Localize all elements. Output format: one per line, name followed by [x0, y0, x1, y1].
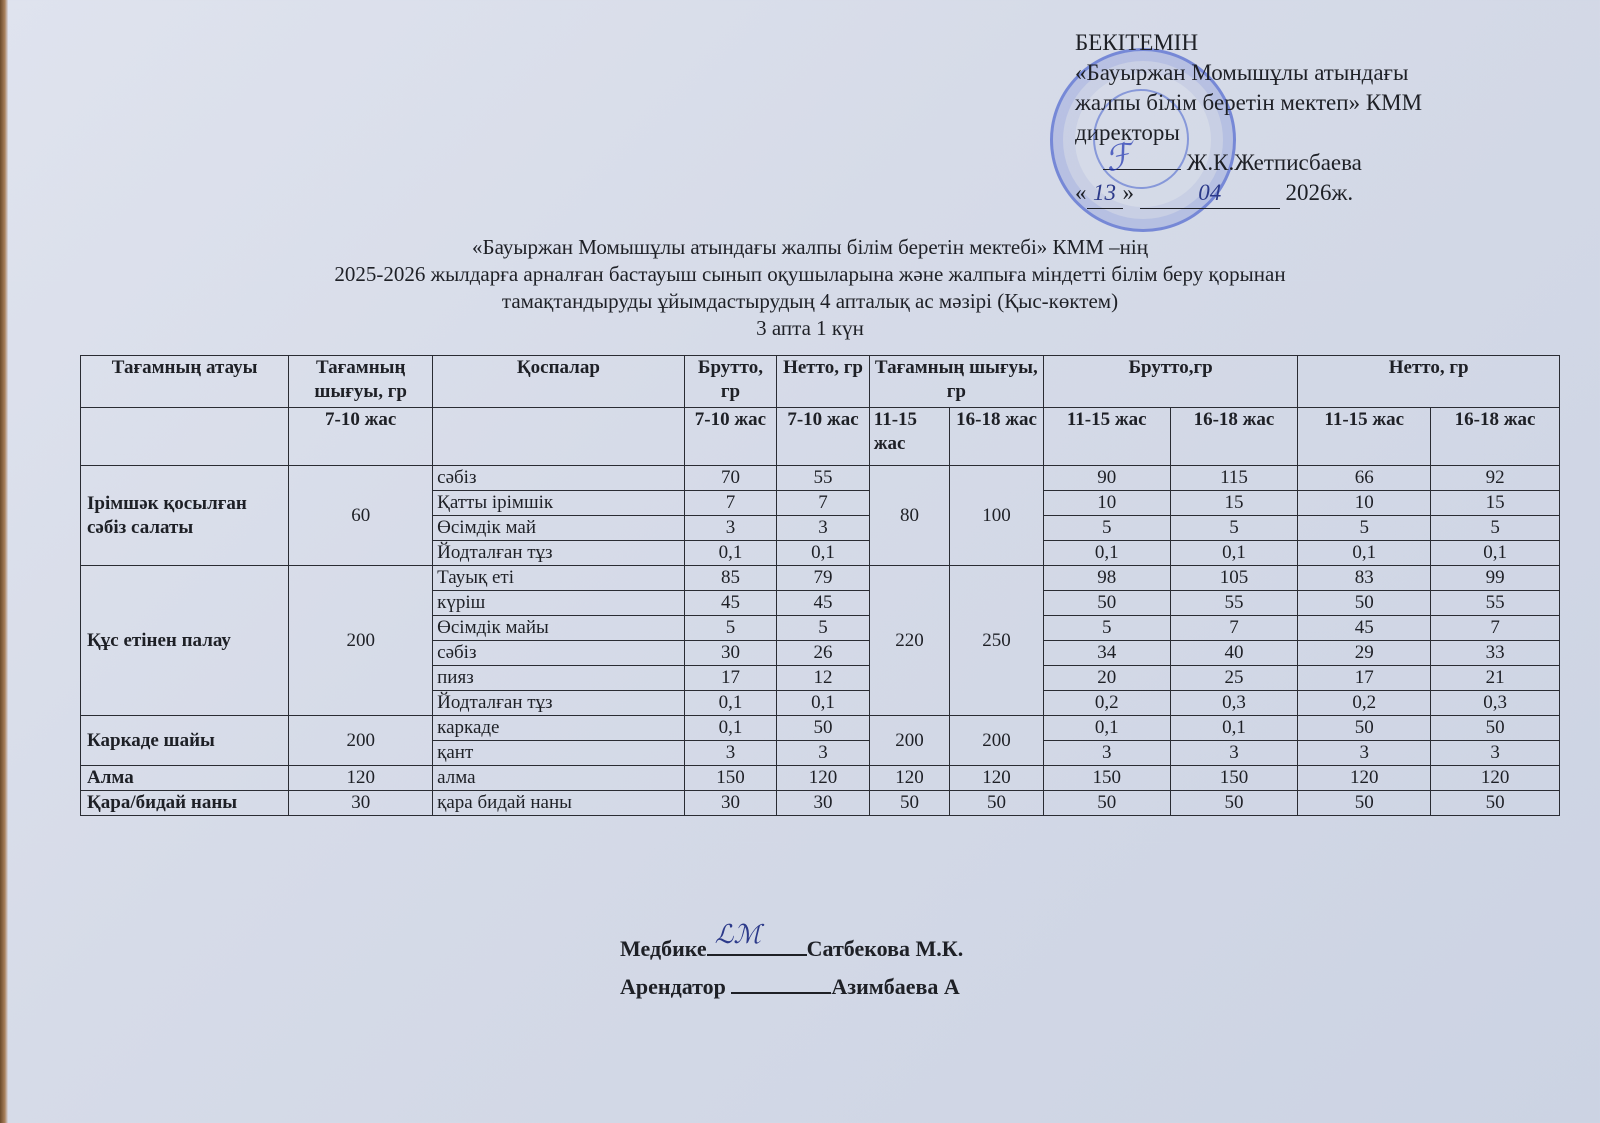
dish-yield-16-18: 200: [950, 716, 1044, 766]
cell-brutto-7-10: 30: [684, 641, 777, 666]
cell-netto-11-15: 50: [1298, 591, 1431, 616]
cell-netto-16-18: 0,3: [1431, 691, 1560, 716]
cell-netto-11-15: 17: [1298, 666, 1431, 691]
cell-brutto-11-15: 0,1: [1043, 541, 1170, 566]
dish-yield-16-18: 100: [950, 466, 1044, 566]
ingredient-name: каркаде: [433, 716, 685, 741]
cell-netto-11-15: 66: [1298, 466, 1431, 491]
cell-brutto-11-15: 150: [1043, 766, 1170, 791]
ingredient-name: сәбіз: [433, 466, 685, 491]
cell-netto-16-18: 33: [1431, 641, 1560, 666]
cell-netto-7-10: 12: [777, 666, 870, 691]
cell-brutto-7-10: 7: [684, 491, 777, 516]
subheader-yield-age-16-18: 16-18 жас: [950, 408, 1044, 466]
cell-brutto-7-10: 0,1: [684, 716, 777, 741]
ingredient-name: күріш: [433, 591, 685, 616]
header-brutto-older: Брутто,гр: [1043, 356, 1298, 408]
approval-line-2: жалпы білім беретін мектеп» КММ: [1075, 90, 1423, 115]
cell-brutto-16-18: 40: [1170, 641, 1298, 666]
cell-netto-7-10: 30: [777, 791, 870, 816]
tenant-signature: [731, 970, 831, 994]
title-line-2: 2025-2026 жылдарға арналған бастауыш сынып оқушыларына және жалпыға міндетті білім беру қорынан: [334, 262, 1286, 286]
cell-netto-11-15: 0,2: [1298, 691, 1431, 716]
subheader-netto-age-7-10: 7-10 жас: [777, 408, 870, 466]
cell-netto-11-15: 50: [1298, 791, 1431, 816]
table-row: [81, 716, 1560, 741]
cell-brutto-16-18: 115: [1170, 466, 1298, 491]
dish-name: Каркаде шайы: [81, 716, 289, 766]
dish-name: Алма: [81, 766, 289, 791]
cell-brutto-11-15: 0,2: [1043, 691, 1170, 716]
cell-brutto-16-18: 5: [1170, 516, 1298, 541]
cell-brutto-7-10: 70: [684, 466, 777, 491]
tenant-label: Арендатор: [620, 974, 726, 999]
cell-netto-16-18: 55: [1431, 591, 1560, 616]
subheader-netto-age-11-15: 11-15 жас: [1298, 408, 1431, 466]
cell-brutto-11-15: 3: [1043, 741, 1170, 766]
cell-netto-7-10: 3: [777, 741, 870, 766]
cell-brutto-16-18: 7: [1170, 616, 1298, 641]
cell-netto-16-18: 99: [1431, 566, 1560, 591]
dish-name: Қара/бидай наны: [81, 791, 289, 816]
cell-netto-7-10: 26: [777, 641, 870, 666]
header-ingredients: Қоспалар: [433, 356, 685, 408]
cell-netto-7-10: 0,1: [777, 541, 870, 566]
cell-brutto-16-18: 25: [1170, 666, 1298, 691]
ingredient-name: қант: [433, 741, 685, 766]
cell-brutto-11-15: 98: [1043, 566, 1170, 591]
dish-name: Ірімшәк қосылған сәбіз салаты: [81, 466, 289, 566]
table-row: [81, 566, 1560, 591]
dish-yield-16-18: 120: [950, 766, 1044, 791]
cell-brutto-7-10: 3: [684, 741, 777, 766]
cell-brutto-11-15: 0,1: [1043, 716, 1170, 741]
ingredient-name: алма: [433, 766, 685, 791]
table-row: [81, 466, 1560, 491]
cell-brutto-7-10: 3: [684, 516, 777, 541]
cell-netto-7-10: 45: [777, 591, 870, 616]
dish-yield-16-18: 50: [950, 791, 1044, 816]
cell-brutto-11-15: 34: [1043, 641, 1170, 666]
cell-netto-16-18: 15: [1431, 491, 1560, 516]
cell-brutto-7-10: 0,1: [684, 541, 777, 566]
dish-yield-11-15: 220: [869, 566, 949, 716]
cell-netto-16-18: 5: [1431, 516, 1560, 541]
cell-brutto-7-10: 85: [684, 566, 777, 591]
cell-brutto-11-15: 5: [1043, 516, 1170, 541]
ingredient-name: Йодталған тұз: [433, 541, 685, 566]
cell-brutto-16-18: 55: [1170, 591, 1298, 616]
header-dish-name: Тағамның атауы: [81, 356, 289, 408]
cell-brutto-11-15: 5: [1043, 616, 1170, 641]
header-yield-7-10: Тағамның шығуы, гр: [289, 356, 433, 408]
table-row: [81, 791, 1560, 816]
cell-netto-11-15: 29: [1298, 641, 1431, 666]
cell-brutto-11-15: 50: [1043, 591, 1170, 616]
ingredient-name: Тауық еті: [433, 566, 685, 591]
cell-brutto-16-18: 50: [1170, 791, 1298, 816]
subheader-brutto-age-16-18: 16-18 жас: [1170, 408, 1298, 466]
dish-yield-11-15: 200: [869, 716, 949, 766]
cell-netto-16-18: 7: [1431, 616, 1560, 641]
cell-netto-11-15: 5: [1298, 516, 1431, 541]
header-brutto: Брутто, гр: [684, 356, 777, 408]
ingredient-name: Қатты ірімшік: [433, 491, 685, 516]
subheader-brutto-age-7-10: 7-10 жас: [684, 408, 777, 466]
dish-yield-7-10: 30: [289, 791, 433, 816]
nurse-label: Медбике: [620, 936, 707, 961]
cell-netto-7-10: 55: [777, 466, 870, 491]
tenant-name: Азимбаева А: [831, 974, 960, 999]
approval-line-3: директоры: [1075, 120, 1180, 145]
cell-brutto-11-15: 50: [1043, 791, 1170, 816]
cell-netto-16-18: 92: [1431, 466, 1560, 491]
tenant-signature-line: [620, 968, 963, 1006]
ingredient-name: Өсімдік май: [433, 516, 685, 541]
cell-brutto-7-10: 150: [684, 766, 777, 791]
dish-yield-11-15: 80: [869, 466, 949, 566]
approval-date: « 13 » 04 2026ж.: [1075, 178, 1595, 209]
nurse-name: Сатбекова М.К.: [806, 936, 964, 961]
cell-netto-11-15: 10: [1298, 491, 1431, 516]
cell-brutto-16-18: 105: [1170, 566, 1298, 591]
cell-brutto-11-15: 10: [1043, 491, 1170, 516]
cell-netto-16-18: 50: [1431, 716, 1560, 741]
cell-netto-7-10: 120: [777, 766, 870, 791]
cell-brutto-16-18: 150: [1170, 766, 1298, 791]
cell-netto-11-15: 120: [1298, 766, 1431, 791]
dish-name: Құс етінен палау: [81, 566, 289, 716]
subheader-brutto-age-11-15: 11-15 жас: [1043, 408, 1170, 466]
cell-brutto-16-18: 0,1: [1170, 716, 1298, 741]
cell-netto-11-15: 3: [1298, 741, 1431, 766]
cell-netto-11-15: 0,1: [1298, 541, 1431, 566]
subheader-netto-age-16-18: 16-18 жас: [1431, 408, 1560, 466]
dish-yield-11-15: 120: [869, 766, 949, 791]
cell-brutto-11-15: 20: [1043, 666, 1170, 691]
ingredient-name: сәбіз: [433, 641, 685, 666]
ingredient-name: Өсімдік майы: [433, 616, 685, 641]
signatures-footer: [620, 920, 964, 1006]
header-netto: Нетто, гр: [777, 356, 870, 408]
cell-netto-7-10: 3: [777, 516, 870, 541]
approval-day: 13: [1087, 178, 1123, 209]
cell-netto-11-15: 83: [1298, 566, 1431, 591]
dish-yield-7-10: 200: [289, 566, 433, 716]
dish-yield-7-10: 120: [289, 766, 433, 791]
approval-block: [1075, 28, 1595, 209]
ingredient-name: Йодталған тұз: [433, 691, 685, 716]
table-row: [81, 766, 1560, 791]
dish-yield-7-10: 200: [289, 716, 433, 766]
approval-signer: Ж.К.Жетписбаева: [1186, 150, 1362, 175]
dish-yield-16-18: 250: [950, 566, 1044, 716]
cell-netto-16-18: 120: [1431, 766, 1560, 791]
cell-brutto-16-18: 0,1: [1170, 541, 1298, 566]
cell-netto-7-10: 50: [777, 716, 870, 741]
approval-line-1: «Бауыржан Момышұлы атындағы: [1075, 60, 1409, 85]
header-netto-older: Нетто, гр: [1298, 356, 1560, 408]
title-line-1: «Бауыржан Момышұлы атындағы жалпы білім беретін мектебі» КММ –нің: [472, 235, 1148, 259]
nurse-signature: ℒℳ: [707, 932, 807, 956]
cell-netto-7-10: 0,1: [777, 691, 870, 716]
cell-brutto-7-10: 5: [684, 616, 777, 641]
dish-yield-11-15: 50: [869, 791, 949, 816]
menu-table: [80, 355, 1560, 816]
cell-netto-11-15: 50: [1298, 716, 1431, 741]
nurse-signature-line: [620, 920, 964, 968]
cell-netto-7-10: 79: [777, 566, 870, 591]
menu-table-body: [81, 466, 1560, 816]
header-yield-older: Тағамның шығуы, гр: [869, 356, 1043, 408]
cell-netto-16-18: 21: [1431, 666, 1560, 691]
cell-netto-16-18: 0,1: [1431, 541, 1560, 566]
title-line-4: 3 апта 1 күн: [756, 316, 864, 340]
approval-signer-line: [1075, 148, 1595, 178]
approval-year: 2026ж.: [1285, 180, 1354, 205]
document-title: [0, 234, 1600, 342]
cell-netto-11-15: 45: [1298, 616, 1431, 641]
dish-yield-7-10: 60: [289, 466, 433, 566]
subheader-yield-age-11-15: 11-15 жас: [869, 408, 949, 466]
paper-edge: [0, 0, 8, 1123]
cell-netto-16-18: 50: [1431, 791, 1560, 816]
cell-netto-7-10: 7: [777, 491, 870, 516]
title-line-3: тамақтандыруды ұйымдастырудың 4 апталық ас мәзірі (Қыс-көктем): [501, 289, 1119, 313]
cell-brutto-7-10: 30: [684, 791, 777, 816]
subheader-empty: [433, 408, 685, 466]
approval-month: 04: [1140, 178, 1280, 209]
cell-brutto-11-15: 90: [1043, 466, 1170, 491]
ingredient-name: қара бидай наны: [433, 791, 685, 816]
cell-brutto-16-18: 0,3: [1170, 691, 1298, 716]
approval-heading: БЕКІТЕМІН: [1075, 30, 1199, 55]
ingredient-name: пияз: [433, 666, 685, 691]
cell-brutto-16-18: 3: [1170, 741, 1298, 766]
cell-netto-7-10: 5: [777, 616, 870, 641]
cell-netto-16-18: 3: [1431, 741, 1560, 766]
cell-brutto-16-18: 15: [1170, 491, 1298, 516]
cell-brutto-7-10: 0,1: [684, 691, 777, 716]
director-signature: ℱ: [1101, 137, 1136, 180]
cell-brutto-7-10: 17: [684, 666, 777, 691]
cell-brutto-7-10: 45: [684, 591, 777, 616]
subheader-empty: [81, 408, 289, 466]
subheader-age-7-10: 7-10 жас: [289, 408, 433, 466]
